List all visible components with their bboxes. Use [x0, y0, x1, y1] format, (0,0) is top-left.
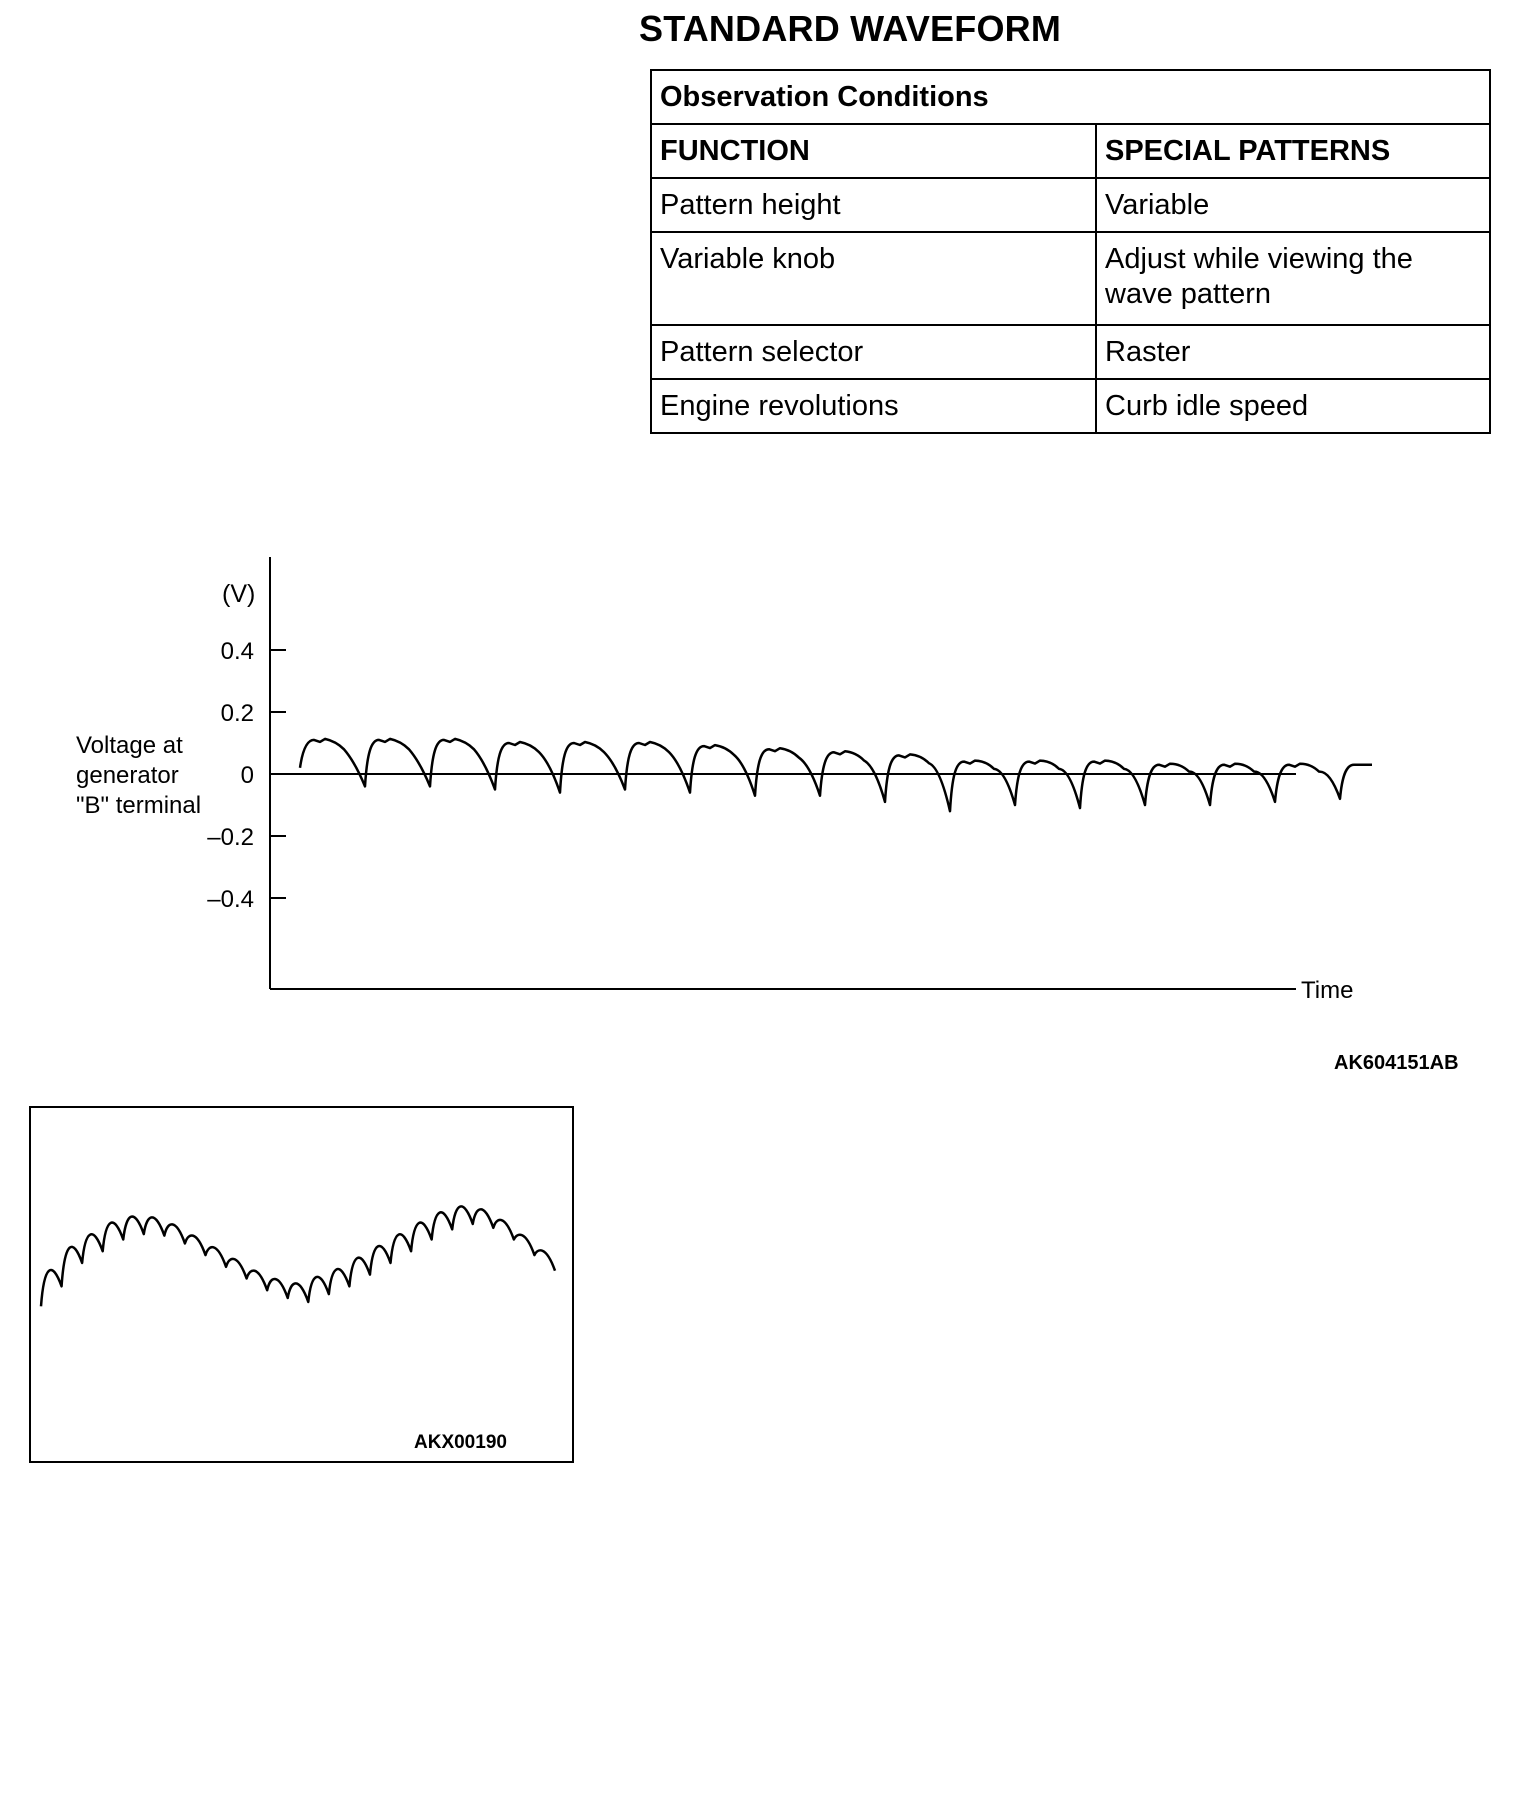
example-waveform-figure	[29, 1106, 574, 1463]
table-caption: Observation Conditions	[651, 70, 1490, 124]
table-row	[651, 178, 1490, 232]
waveform-trace	[300, 739, 1372, 811]
table-cell-function: Engine revolutions	[651, 379, 1096, 433]
y-tick-label: –0.2	[207, 824, 254, 851]
observation-conditions-table	[650, 69, 1491, 434]
example-waveform-line	[41, 1206, 555, 1306]
table-cell-function: Variable knob	[651, 232, 1096, 325]
table-row	[651, 232, 1490, 325]
waveform-line	[300, 739, 1372, 811]
column-header-special-patterns: SPECIAL PATTERNS	[1096, 124, 1490, 178]
waveform-chart	[0, 540, 1400, 1010]
y-axis-label-line-1: Voltage at	[76, 732, 183, 759]
table-header-row	[651, 124, 1490, 178]
y-axis-label-line-2: generator	[76, 762, 179, 789]
y-tick-label: 0.4	[220, 638, 254, 665]
y-axis-label-line-3: "B" terminal	[76, 792, 202, 819]
table-cell-pattern: Adjust while viewing the wave pattern	[1096, 232, 1490, 325]
table-row	[651, 325, 1490, 379]
unit-label: (V)	[222, 580, 256, 608]
table-cell-pattern: Curb idle speed	[1096, 379, 1490, 433]
y-ticks	[207, 638, 286, 913]
table-row	[651, 379, 1490, 433]
example-figure-code: AKX00190	[414, 1432, 507, 1453]
column-header-function: FUNCTION	[651, 124, 1096, 178]
table-caption-row	[651, 70, 1490, 124]
table-cell-function: Pattern height	[651, 178, 1096, 232]
y-tick-label: 0	[240, 762, 254, 789]
example-waveform-svg	[31, 1108, 576, 1465]
y-tick-label: 0.2	[220, 700, 254, 727]
y-tick-label: –0.4	[207, 886, 254, 913]
figure-code: AK604151AB	[1334, 1052, 1459, 1074]
example-waveform-trace	[41, 1206, 555, 1306]
page-heading: STANDARD WAVEFORM	[639, 8, 1062, 49]
x-axis-label: Time	[1301, 977, 1354, 1004]
table-cell-pattern: Variable	[1096, 178, 1490, 232]
table-cell-pattern: Raster	[1096, 325, 1490, 379]
table-cell-function: Pattern selector	[651, 325, 1096, 379]
